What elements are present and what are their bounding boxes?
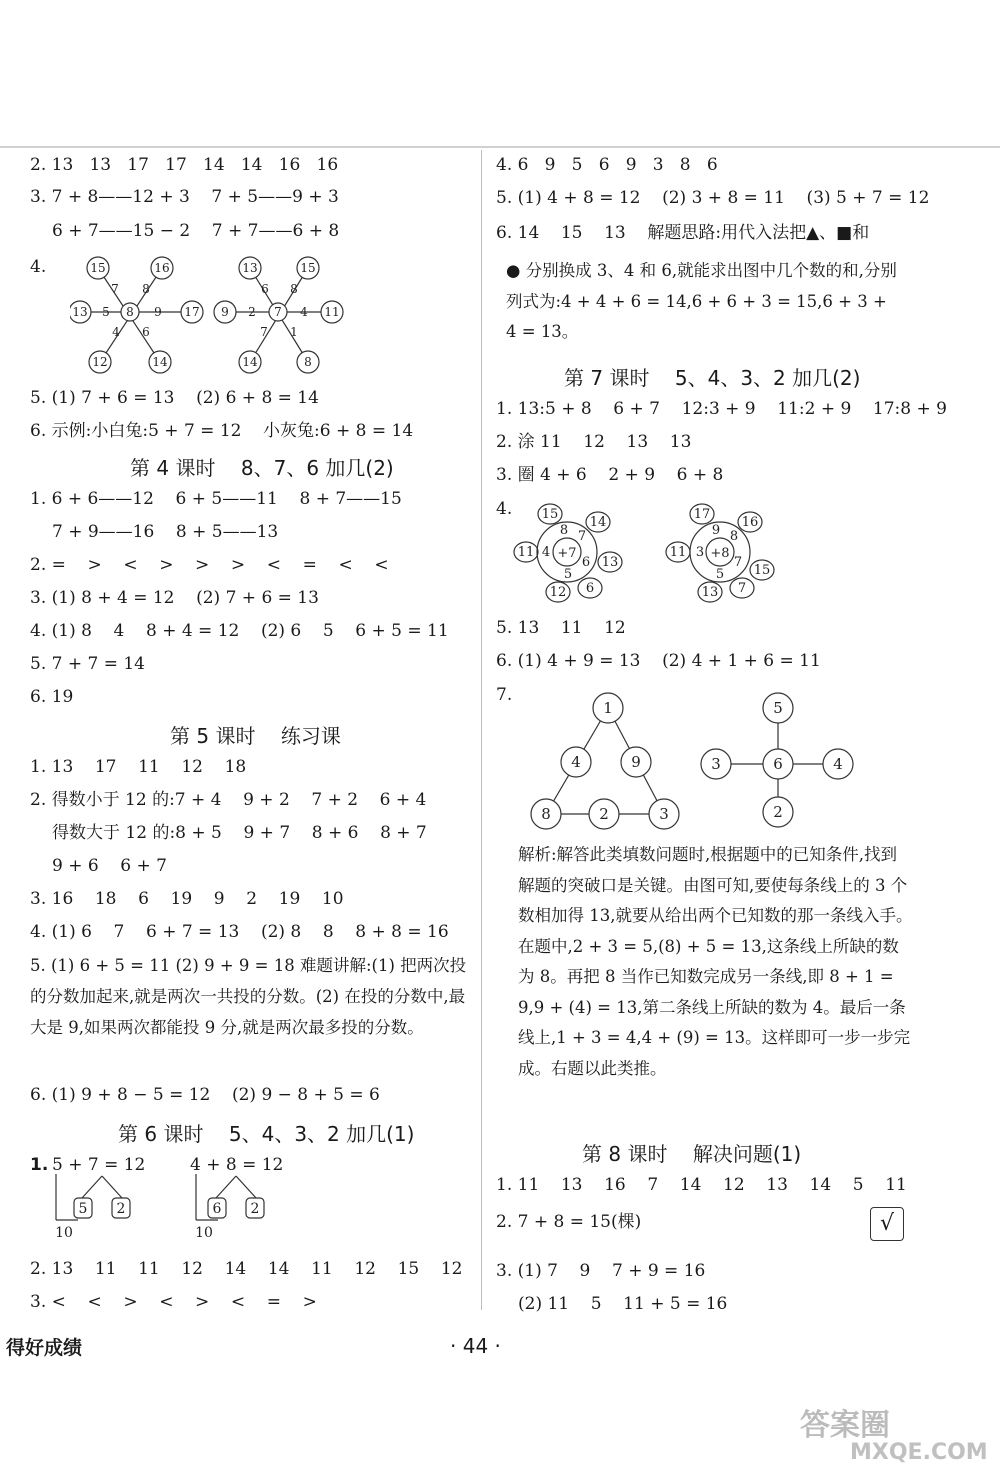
svg-text:5: 5 — [715, 567, 725, 582]
svg-text:8: 8 — [126, 305, 134, 319]
svg-text:9: 9 — [221, 305, 229, 319]
svg-text:6: 6 — [581, 555, 591, 570]
answer-line: (2) 11 5 11 + 5 = 16 — [518, 1294, 728, 1314]
answer-line: 5. 13 11 12 — [496, 618, 626, 638]
svg-text:2: 2 — [248, 305, 256, 319]
svg-text:4: 4 — [541, 545, 551, 560]
svg-text:13: 13 — [72, 305, 88, 319]
svg-text:12: 12 — [92, 355, 108, 369]
brand-logo: 得好成绩 — [6, 1337, 83, 1359]
svg-text:4: 4 — [571, 753, 581, 771]
answer-line: 6. (1) 9 + 8 − 5 = 12 (2) 9 − 8 + 5 = 6 — [30, 1085, 380, 1105]
svg-text:14: 14 — [589, 515, 607, 530]
svg-text:16: 16 — [741, 515, 759, 530]
top-rule — [0, 146, 1000, 148]
watermark: 答案圈 — [800, 1408, 890, 1443]
flower-diagrams — [510, 500, 800, 610]
answer-line: 3. 16 18 6 19 9 2 19 10 — [30, 889, 344, 909]
answer-line: 4. — [496, 499, 513, 519]
number-star-diagrams — [70, 250, 370, 380]
answer-line: 2. 得数小于 12 的:7 + 4 9 + 2 7 + 2 6 + 4 — [30, 790, 427, 810]
answer-line: 3. 7 + 8——12 + 3 7 + 5——9 + 3 — [30, 187, 339, 207]
answer-line: 4. — [30, 257, 47, 277]
answer-line: 得数大于 12 的:8 + 5 9 + 7 8 + 6 8 + 7 — [52, 823, 427, 843]
svg-text:11: 11 — [517, 545, 535, 560]
svg-text:9: 9 — [711, 523, 721, 538]
svg-text:3: 3 — [659, 805, 669, 823]
answer-line: 1. 11 13 16 7 14 12 13 14 5 11 — [496, 1175, 907, 1195]
svg-text:8: 8 — [304, 355, 312, 369]
svg-text:15: 15 — [300, 261, 316, 275]
svg-text:9: 9 — [631, 753, 641, 771]
answer-line: 6. (1) 4 + 9 = 13 (2) 4 + 1 + 6 = 11 — [496, 651, 821, 671]
svg-text:5: 5 — [102, 305, 110, 319]
answer-line: 5. 7 + 7 = 14 — [30, 654, 145, 674]
svg-text:1: 1 — [290, 325, 298, 339]
svg-text:6: 6 — [773, 755, 783, 773]
lesson-heading: 第 6 课时 5、4、3、2 加几(1) — [118, 1122, 415, 1146]
svg-text:10: 10 — [195, 1225, 213, 1241]
lesson-heading: 第 5 课时 练习课 — [170, 724, 341, 748]
answer-line: 9 + 6 6 + 7 — [52, 856, 167, 876]
svg-text:2: 2 — [116, 1201, 126, 1217]
checkmark-box: √ — [870, 1207, 904, 1241]
svg-text:6: 6 — [261, 282, 269, 296]
answer-line: 6 + 7——15 − 2 7 + 7——6 + 8 — [52, 221, 340, 241]
svg-text:2: 2 — [773, 803, 783, 821]
answer-line: 5. (1) 7 + 6 = 13 (2) 6 + 8 = 14 — [30, 388, 319, 408]
svg-text:13: 13 — [601, 555, 619, 570]
svg-text:7: 7 — [274, 305, 282, 319]
svg-text:8: 8 — [541, 805, 551, 823]
answer-line: 4. (1) 8 4 8 + 4 = 12 (2) 6 5 6 + 5 = 11 — [30, 621, 449, 641]
page-number: · 44 · — [450, 1334, 501, 1358]
svg-text:10: 10 — [55, 1225, 73, 1241]
svg-text:5: 5 — [78, 1201, 88, 1217]
svg-text:15: 15 — [541, 507, 559, 522]
answer-line: 1. 6 + 6——12 6 + 5——11 8 + 7——15 — [30, 489, 402, 509]
answer-line: 6. 示例:小白兔:5 + 7 = 12 小灰兔:6 + 8 = 14 — [30, 421, 414, 441]
answer-line: 2. 13 13 17 17 14 14 16 16 — [30, 155, 339, 175]
svg-text:9: 9 — [154, 305, 162, 319]
svg-text:1: 1 — [603, 699, 613, 717]
lesson-heading: 第 8 课时 解决问题(1) — [582, 1142, 802, 1166]
svg-text:4: 4 — [112, 325, 120, 339]
equation: 4 + 8 = 12 — [190, 1155, 284, 1175]
svg-text:7: 7 — [577, 529, 587, 544]
decomposition-diagram — [50, 1174, 310, 1244]
answer-line: 6. 19 — [30, 687, 74, 707]
svg-text:14: 14 — [152, 355, 168, 369]
answer-line: 3. < < > < > < = > — [30, 1292, 317, 1312]
svg-text:8: 8 — [290, 282, 298, 296]
svg-text:5: 5 — [773, 699, 783, 717]
svg-text:4: 4 — [833, 755, 843, 773]
svg-text:17: 17 — [184, 305, 200, 319]
watermark-url: MXQE.COM — [850, 1440, 988, 1465]
answer-line: 3. (1) 8 + 4 = 12 (2) 7 + 6 = 13 — [30, 588, 319, 608]
svg-text:13: 13 — [242, 261, 258, 275]
answer-line: 2. 7 + 8 = 15(棵) — [496, 1212, 642, 1232]
answer-line: 7. — [496, 685, 513, 705]
svg-text:4: 4 — [300, 305, 308, 319]
svg-text:+7: +7 — [557, 546, 577, 561]
answer-line: 3. 圈 4 + 6 2 + 9 6 + 8 — [496, 465, 724, 485]
analysis-paragraph: 解析:解答此类填数问题时,根据题中的已知条件,找到解题的突破口是关键。由图可知,要使每条线上的 3 个数相加得 13,就要从给出两个已知数的那一条线入手。在题中,2 + 3 = 5,(8) + 5 = 13,这条线上所缺的数为 8。再把 8 当作已知数完成另一条线,即 8 + 1 = 9,9 + (4) = 13,第二条线上所缺的数为 4。最后一条线上,1 + 3 = 4,4 + (9) = 13。这样即可一步一步完成。右题以此类推。 — [518, 845, 913, 1078]
svg-text:3: 3 — [711, 755, 721, 773]
answer-line: 2. 13 11 11 12 14 14 11 12 15 12 — [30, 1259, 463, 1279]
svg-text:6: 6 — [585, 581, 595, 596]
svg-text:13: 13 — [701, 585, 719, 600]
answer-line: 4. 6 9 5 6 9 3 8 6 — [496, 155, 718, 175]
svg-text:7: 7 — [737, 581, 747, 596]
answer-line: 7 + 9——16 8 + 5——13 — [52, 522, 279, 542]
answer-line: 5. (1) 4 + 8 = 12 (2) 3 + 8 = 11 (3) 5 + 7 = 12 — [496, 188, 930, 208]
answer-line: 1. 13:5 + 8 6 + 7 12:3 + 9 11:2 + 9 17:8 + 9 — [496, 399, 947, 419]
svg-text:16: 16 — [154, 261, 170, 275]
answer-line: 3. (1) 7 9 7 + 9 = 16 — [496, 1261, 706, 1281]
column-divider — [481, 150, 482, 1310]
svg-text:2: 2 — [599, 805, 609, 823]
answer-paragraph: ● 分别换成 3、4 和 6,就能求出图中几个数的和,分别列式为:4 + 4 + 6 = 14,6 + 6 + 3 = 15,6 + 3 + 4 = 13。 — [506, 261, 897, 341]
lesson-heading: 第 4 课时 8、7、6 加几(2) — [130, 456, 394, 480]
svg-text:8: 8 — [559, 523, 569, 538]
svg-text:3: 3 — [695, 545, 705, 560]
svg-text:2: 2 — [250, 1201, 260, 1217]
svg-text:6: 6 — [142, 325, 150, 339]
svg-text:11: 11 — [669, 545, 687, 560]
svg-text:+8: +8 — [710, 546, 730, 561]
equation: 5 + 7 = 12 — [52, 1155, 146, 1175]
svg-text:15: 15 — [90, 261, 106, 275]
svg-text:7: 7 — [111, 282, 119, 296]
answer-line: 4. (1) 6 7 6 + 7 = 13 (2) 8 8 8 + 8 = 16 — [30, 922, 449, 942]
svg-text:6: 6 — [212, 1201, 222, 1217]
answer-line: 1. — [30, 1155, 49, 1175]
svg-text:12: 12 — [549, 585, 567, 600]
answer-line: 6. 14 15 13 解题思路:用代入法把▲、■和 — [496, 223, 870, 243]
svg-text:8: 8 — [142, 282, 150, 296]
number-triangle-diagrams — [516, 686, 876, 836]
svg-text:14: 14 — [242, 355, 258, 369]
answer-line: 1. 13 17 11 12 18 — [30, 757, 247, 777]
svg-text:7: 7 — [260, 325, 268, 339]
svg-text:11: 11 — [324, 305, 340, 319]
svg-text:15: 15 — [753, 563, 771, 578]
answer-line: 2. = > < > > > < = < < — [30, 555, 389, 575]
svg-text:7: 7 — [733, 555, 743, 570]
svg-text:17: 17 — [693, 507, 711, 522]
lesson-heading: 第 7 课时 5、4、3、2 加几(2) — [564, 366, 861, 390]
svg-text:5: 5 — [563, 567, 573, 582]
svg-text:8: 8 — [729, 529, 739, 544]
answer-line: 2. 涂 11 12 13 13 — [496, 432, 692, 452]
answer-paragraph: 5. (1) 6 + 5 = 11 (2) 9 + 9 = 18 难题讲解:(1) 把两次投的分数加起来,就是两次一共投的分数。(2) 在投的分数中,最大是 9,如果两次都能投 9 分,就是两次最多投的分数。 — [30, 956, 467, 1037]
